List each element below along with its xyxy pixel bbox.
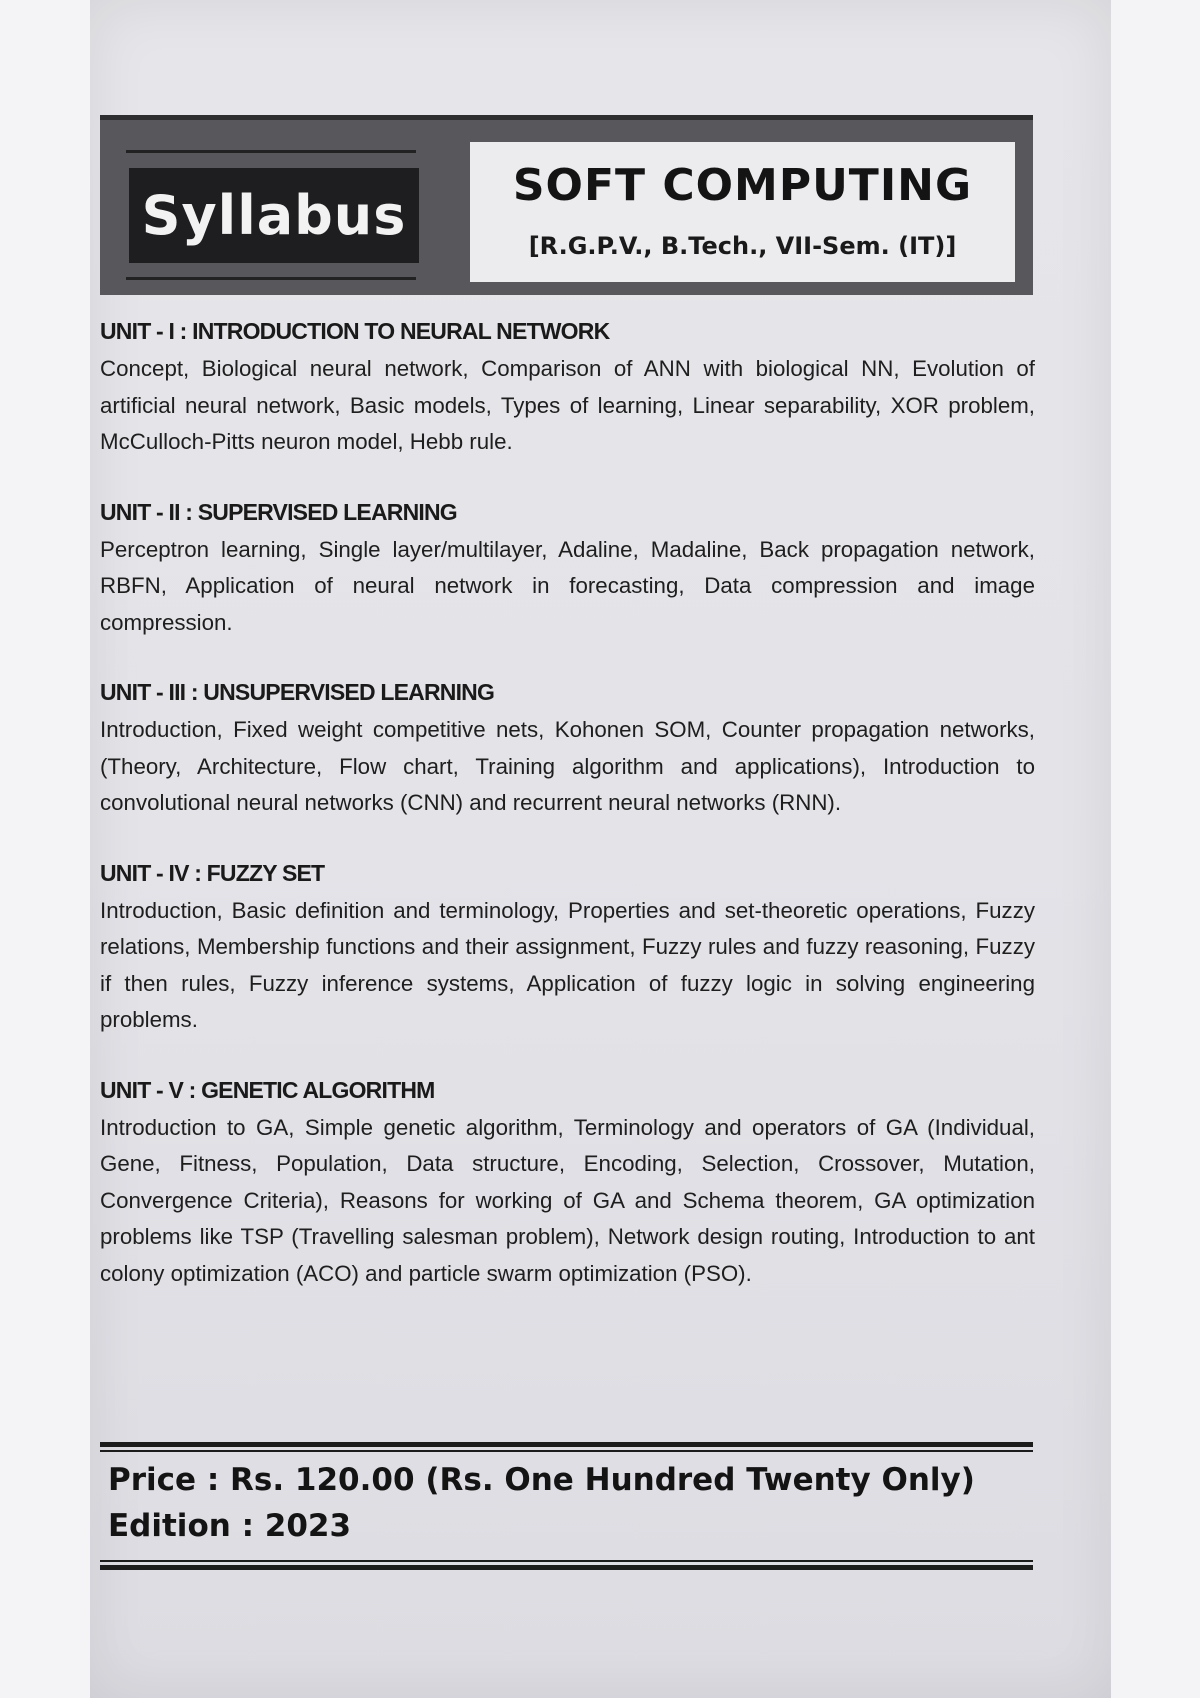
price-text: Price : Rs. 120.00 (Rs. One Hundred Twenty Only) xyxy=(108,1462,975,1498)
unit-description: Concept, Biological neural network, Comparison of ANN with biological NN, Evolution of artificial neural network, Basic models, Types of learning, Linear separability, XOR problem, McCulloch-Pitts neuron model, Hebb rule. xyxy=(100,356,1035,454)
syllabus-badge-label: Syllabus xyxy=(141,184,407,247)
syllabus-header xyxy=(100,115,1033,295)
unit-description: Introduction, Fixed weight competitive nets, Kohonen SOM, Counter propagation networks, (Theory, Architecture, Flow chart, Training algorithm and applications), Introduction to convolutional neural networks (CNN) and recurrent neural networks (RNN). xyxy=(100,717,1035,815)
title-box xyxy=(470,142,1015,282)
page-title: SOFT COMPUTING xyxy=(512,160,973,211)
unit-description: Introduction, Basic definition and terminology, Properties and set-theoretic operations, Fuzzy relations, Membership functions and their assignment, Fuzzy rules and fuzzy reasoning, Fuzzy if then rules, Fuzzy inference systems, Application of fuzzy logic in solving engineering problems. xyxy=(100,897,1035,1032)
unit-section xyxy=(100,499,1035,642)
unit-heading: UNIT - V : GENETIC ALGORITHM xyxy=(100,1076,435,1103)
unit-section xyxy=(100,860,1035,1039)
unit-description: Introduction to GA, Simple genetic algorithm, Terminology and operators of GA (Individual, Gene, Fitness, Population, Data structure, Encoding, Selection, Crossover, Mutation, Convergence Criteria), Reasons for working of GA and Schema theorem, GA optimization problems like TSP (Travelling salesman problem), Network design routing, Introduction to ant colony optimization (ACO) and particle swarm optimization (PSO). xyxy=(100,1114,1035,1286)
divider-bottom xyxy=(100,1565,1033,1570)
unit-heading: UNIT - I : INTRODUCTION TO NEURAL NETWORK xyxy=(100,318,610,344)
divider-top xyxy=(100,1442,1033,1447)
page-subtitle: [R.G.P.V., B.Tech., VII-Sem. (IT)] xyxy=(528,232,957,260)
unit-section xyxy=(100,1077,1035,1293)
unit-section xyxy=(100,318,1035,461)
unit-description: Perceptron learning, Single layer/multilayer, Adaline, Madaline, Back propagation network, RBFN, Application of neural network in forecasting, Data compression and image compression. xyxy=(100,536,1035,635)
unit-heading: UNIT - IV : FUZZY SET xyxy=(100,859,325,886)
unit-heading: UNIT - III : UNSUPERVISED LEARNING xyxy=(100,679,495,705)
syllabus-badge xyxy=(129,168,419,263)
unit-section xyxy=(100,679,1035,822)
unit-list xyxy=(100,318,1035,1330)
divider-top-thin xyxy=(100,1450,1033,1452)
unit-heading: UNIT - II : SUPERVISED LEARNING xyxy=(100,498,457,525)
divider-bottom-thin xyxy=(100,1560,1033,1562)
book-page xyxy=(90,0,1111,1698)
edition-text: Edition : 2023 xyxy=(108,1508,352,1544)
price-block xyxy=(108,1462,1028,1544)
